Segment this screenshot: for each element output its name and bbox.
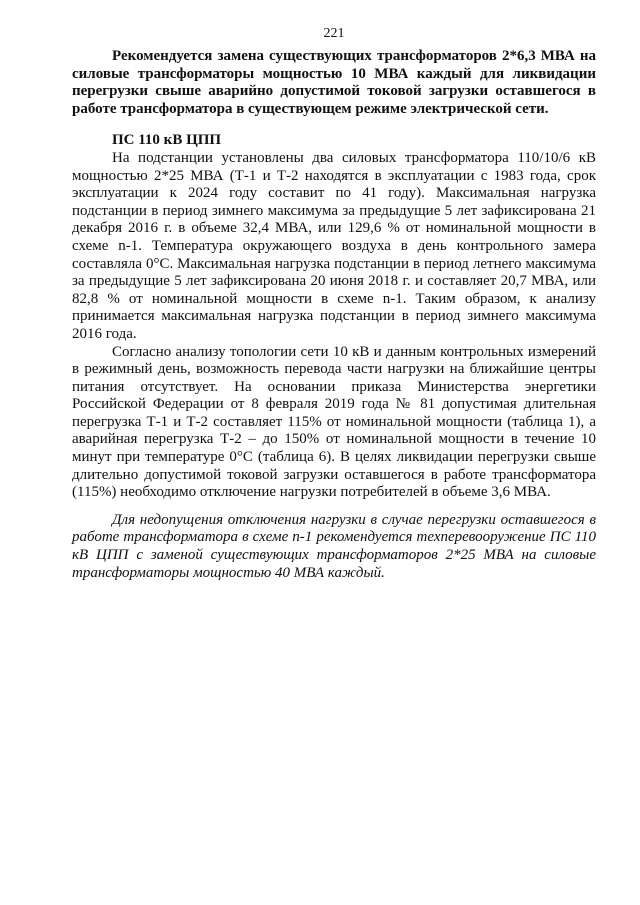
body-paragraph-2: Согласно анализу топологии сети 10 кВ и данным контрольных измерений в режимный день, возможность перевода части нагрузки на ближайшие центры питания отсутствует. На основании приказа Министерства энергетики Российской Федерации от 8 февраля 2019 года № 81 допустимая длительная перегрузка Т-1 и Т-2 составляет 115% от номинальной мощности (таблица 1), а аварийная перегрузка Т-2 – до 150% от номинальной мощности в течение 10 минут при температуре 0°С (таблица 6). В целях ликвидации перегрузки свыше длительно допустимой токовой загрузки оставшегося в работе трансформатора (115%) необходимо отключение нагрузки потребителей в объеме 3,6 МВА.: [72, 343, 596, 501]
document-page: [72, 26, 596, 582]
page-number: 221: [323, 26, 345, 41]
recommendation-paragraph-bold: Рекомендуется замена существующих трансформаторов 2*6,3 МВА на силовые трансформаторы мощностью 10 МВА каждый для ликвидации перегрузки свыше аварийно допустимой токовой загрузки оставшегося в работе трансформатора в существующем режиме электрической сети.: [72, 48, 596, 117]
recommendation-paragraph-italic: Для недопущения отключения нагрузки в случае перегрузки оставшегося в работе трансформатора в схеме n-1 рекомендуется техперевооружение ПС 110 кВ ЦПП с заменой существующих трансформаторов 2*25 МВА на силовые трансформаторы мощностью 40 МВА каждый.: [72, 511, 596, 581]
body-paragraph-1: На подстанции установлены два силовых трансформатора 110/10/6 кВ мощностью 2*25 МВА (Т-1 и Т-2 находятся в эксплуатации с 1983 года, срок эксплуатации к 2024 году составит по 41 году). Максимальная нагрузка подстанции в период зимнего максимума за предыдущие 5 лет зафиксирована 21 декабря 2016 г. в объеме 32,4 МВА, или 129,6 % от номинальной мощности в схеме n-1. Температура окружающего воздуха в день контрольного замера составляла 0°С. Максимальная нагрузка подстанции в период летнего максимума за предыдущие 5 лет зафиксирована 20 июня 2018 г. и составляет 20,7 МВА, или 82,8 % от номинальной мощности в схеме n-1. Таким образом, к анализу принимается максимальная нагрузка подстанции в период зимнего максимума 2016 года.: [72, 149, 596, 342]
section-heading: ПС 110 кВ ЦПП: [112, 132, 222, 149]
